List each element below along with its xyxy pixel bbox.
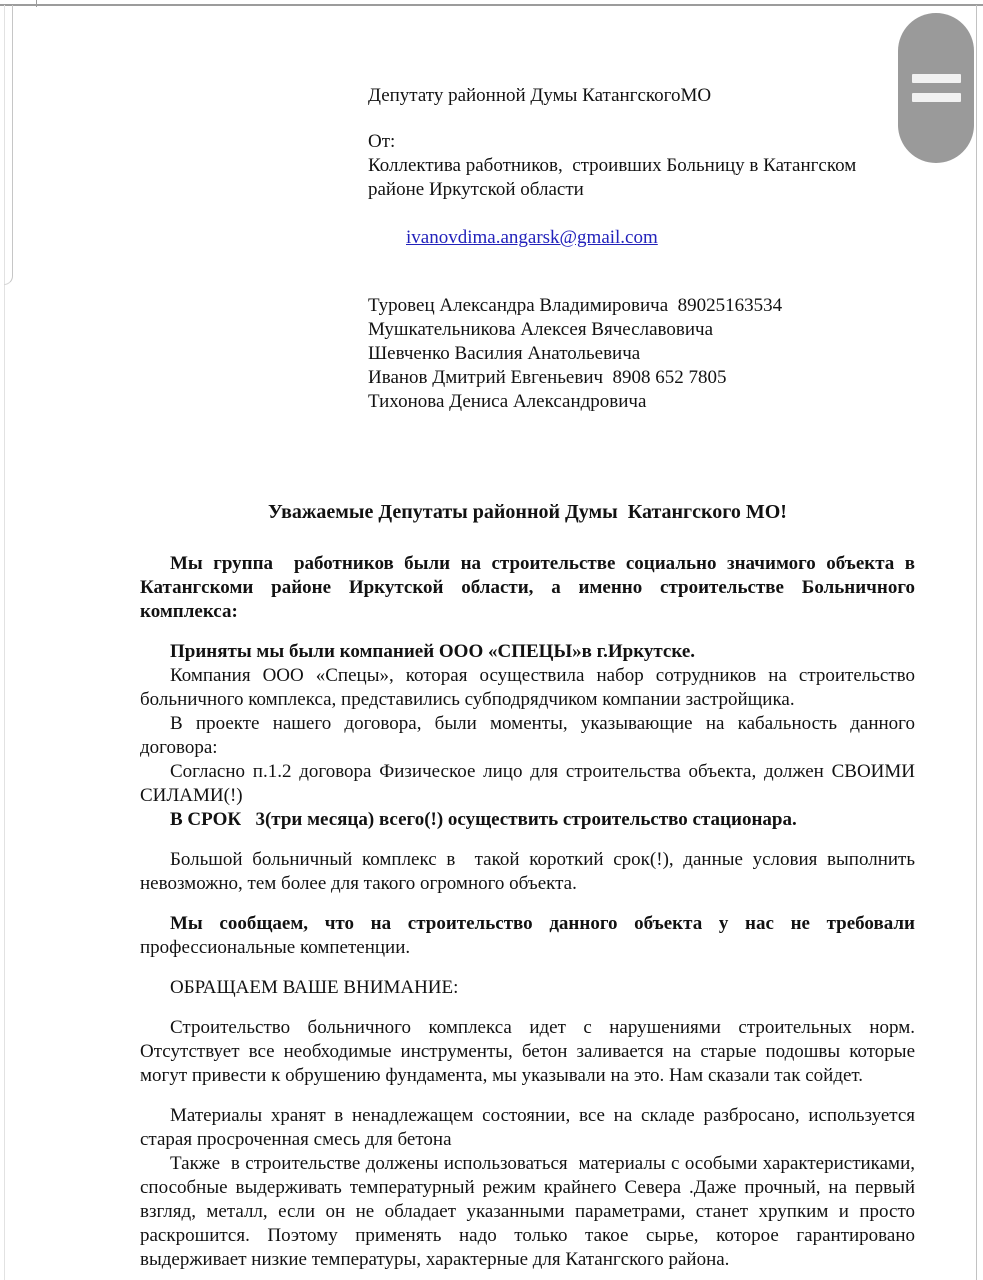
page-corner-curl (4, 5, 13, 285)
signatory-line: Иванов Дмитрий Евгеньевич 8908 652 7805 (368, 367, 727, 388)
paragraph (140, 1104, 920, 1152)
text-segment: Мы группа работников были на строительстве социально значимого объекта в Катангскоми районе Иркутской области, а именно строительстве Больничного комплекса: (140, 553, 920, 622)
signatory-line: Тихонова Дениса Александровича (368, 391, 647, 412)
address-block (368, 0, 915, 414)
paragraph (140, 640, 915, 664)
from-label: От: (368, 131, 396, 152)
from-text: Коллектива работников, строивших Больницу в Катангском районе Иркутской области (368, 155, 862, 200)
signatory-line: Туровец Александра Владимировича 89025163534 (368, 295, 783, 316)
paragraph (140, 912, 920, 960)
paragraph (140, 760, 920, 808)
text-segment: Компания ООО «Спецы», которая осуществила набор сотрудников на строительство больничного комплекса, представились субподрядчиком компании застройщика. (140, 665, 920, 710)
paragraph (140, 848, 920, 896)
page-right-edge (976, 5, 977, 1280)
paragraph (140, 664, 920, 712)
text-segment: Согласно п.1.2 договора Физическое лицо для строительства объекта, должен СВОИМИ СИЛАМИ(!) (140, 761, 920, 806)
paragraph (140, 1152, 920, 1272)
text-segment: Большой больничный комплекс в такой короткий срок(!), данные условия выполнить невозможно, тем более для такого огромного объекта. (140, 849, 920, 894)
text-segment: В СРОК 3(три месяца) всего(!) осуществить строительство стационара. (170, 809, 797, 830)
text-segment: профессиональные компетенции. (140, 937, 411, 958)
drag-handle-icon (912, 93, 961, 102)
letter-page (140, 0, 920, 1272)
recipient-line: Депутату районной Думы КатангскогоМО (368, 85, 712, 106)
text-segment: Мы сообщаем, что на строительство данного объекта у нас не требовали (170, 913, 920, 934)
paragraph (140, 808, 915, 832)
signatory-line: Мушкательникова Алексея Вячеславовича (368, 319, 713, 340)
text-segment: В проекте нашего договора, были моменты, указывающие на кабальность данного договора: (140, 713, 920, 758)
signatories-list (368, 294, 915, 414)
text-segment: Материалы хранят в ненадлежащем состоянии, все на складе разбросано, используется старая просроченная смесь для бетона (140, 1105, 920, 1150)
paragraph (140, 712, 920, 760)
salutation-heading: Уважаемые Депутаты районной Думы Катангского МО! (268, 501, 787, 523)
text-segment: Строительство больничного комплекса идет с нарушениями строительных норм. Отсутствует все необходимые инструменты, бетон заливается на старые подошвы которые могут привести к обрушению фундамента, мы указывали на это. Нам сказали так сойдет. (140, 1017, 920, 1086)
text-segment: Приняты мы были компанией ООО «СПЕЦЫ»в г.Иркутске. (170, 641, 696, 662)
page-top-tick (36, 0, 37, 7)
paragraph (140, 1016, 920, 1088)
letter-body (140, 552, 920, 1272)
paragraph (140, 976, 915, 1000)
paragraph (140, 552, 920, 624)
sender-email-link[interactable]: ivanovdima.angarsk@gmail.com (406, 227, 658, 248)
text-segment: Также в строительстве должены использоваться материалы с особыми характеристиками, способные выдерживать температурный режим крайнего Севера .Даже прочный, на первый взгляд, металл, если он не обладает указанными параметрами, станет хрупким и просто раскрошится. Поэтому применять надо только такое сырье, которое гарантировано выдерживает низкие температуры, характерные для Катангского района. (140, 1153, 920, 1270)
drag-handle-icon (912, 74, 961, 83)
signatory-line: Шевченко Василия Анатольевича (368, 343, 641, 364)
text-segment: ОБРАЩАЕМ ВАШЕ ВНИМАНИЕ: (170, 977, 459, 998)
